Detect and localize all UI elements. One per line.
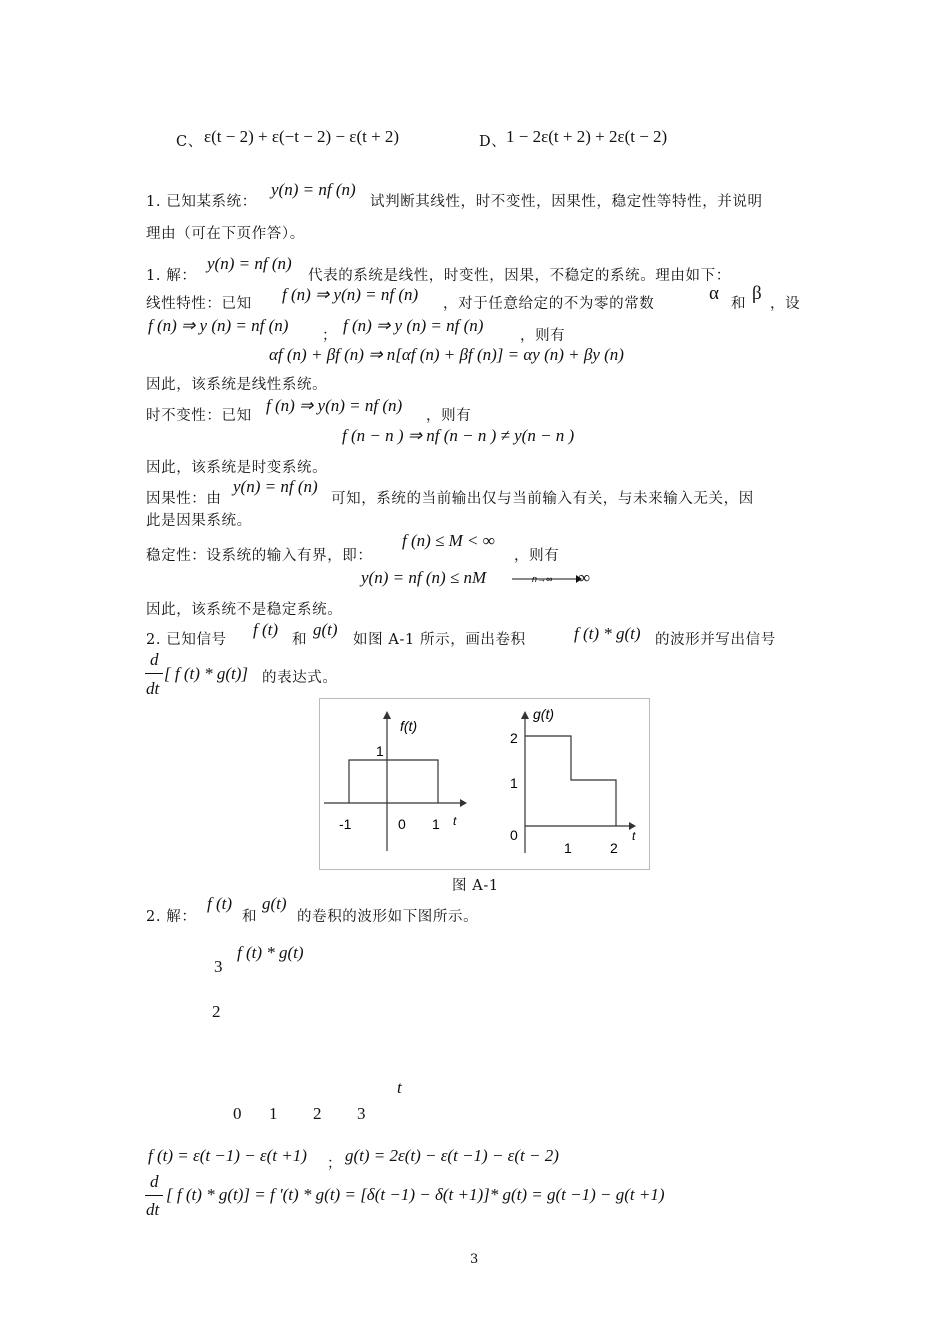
a2-semicolon: ；: [327, 1156, 343, 1172]
linearity-equation-2: f (n) ⇒ y (n) = nf (n): [148, 316, 289, 335]
option-d-expression: 1 − 2ε(t + 2) + 2ε(t − 2): [506, 127, 668, 146]
f-plot-zero: 0: [398, 816, 406, 832]
f-plot-one: 1: [376, 743, 384, 759]
linearity-label: 线性特性：已知: [146, 296, 252, 312]
a2-ft: f (t): [207, 894, 233, 913]
g-plot-x1: 1: [564, 840, 572, 856]
a1-head-equation: y(n) = nf (n): [207, 254, 292, 273]
stability-equation-2: y(n) = nf (n) ≤ nM: [361, 568, 487, 587]
linearity-equation-3: f (n) ⇒ y (n) = nf (n): [343, 316, 484, 335]
a1-head-text: 代表的系统是线性，时变性，因果，不稳定的系统。理由如下：: [308, 268, 731, 284]
then-word: ，则有: [520, 328, 566, 344]
a2-and: 和: [242, 909, 258, 925]
derivative-expression: [ f (t) * g(t)] = f '(t) * g(t) = [δ(t −1) − δ(t +1)]* g(t) = g(t −1) − g(t +1): [166, 1185, 665, 1204]
option-c-label: C、: [176, 134, 203, 150]
causality-text: 可知，系统的当前输出仅与当前输入有关，与未来输入无关，因: [331, 491, 754, 507]
q2-dt: dt: [146, 679, 160, 698]
q1-intro-c: 理由（可在下页作答）。: [146, 226, 305, 242]
conv-plot-x1: 1: [269, 1104, 278, 1123]
ft-expression: f (t) = ε(t −1) − ε(t +1): [148, 1146, 307, 1165]
g-plot-one: 1: [510, 775, 518, 791]
time-invariance-then: ，则有: [426, 408, 472, 424]
figure-a1-plots: [320, 699, 649, 869]
q2-convolution: f (t) * g(t): [574, 624, 641, 643]
q2-d: d: [150, 650, 159, 669]
semicolon: ；: [322, 328, 338, 344]
conv-plot-y3: 3: [214, 957, 223, 976]
linearity-conclusion: 因此，该系统是线性系统。: [146, 377, 328, 393]
g-plot-two: 2: [510, 730, 518, 746]
stability-then: ，则有: [514, 548, 560, 564]
g-plot-t: t: [632, 829, 636, 843]
conv-plot-x0: 0: [233, 1104, 242, 1123]
conv-plot-y2: 2: [212, 1002, 221, 1021]
linearity-text: ，对于任意给定的不为零的常数: [443, 296, 655, 312]
option-d-label: D、: [479, 134, 507, 150]
limit-arrow: [510, 568, 582, 588]
time-invariance-label: 时不变性：已知: [146, 408, 252, 424]
gt-expression: g(t) = 2ε(t) − ε(t −1) − ε(t − 2): [345, 1146, 559, 1165]
f-plot-neg1: -1: [339, 816, 352, 832]
and-word: 和: [731, 296, 747, 312]
f-plot-label: f(t): [400, 718, 418, 734]
limit-arrow-label: n→∞: [532, 574, 553, 584]
figure-a1: [319, 698, 650, 870]
f-plot-t: t: [453, 814, 457, 828]
conv-plot-x2: 2: [313, 1104, 322, 1123]
alpha-symbol: α: [709, 283, 719, 304]
linearity-equation: f (n) ⇒ y(n) = nf (n): [282, 285, 419, 304]
causality-equation: y(n) = nf (n): [233, 477, 318, 496]
q2-text-c: 的波形并写出信号: [655, 632, 776, 648]
causality-label: 因果性：由: [146, 491, 222, 507]
conv-plot-t: t: [397, 1078, 402, 1097]
beta-symbol: β: [752, 283, 762, 304]
stability-equation: f (n) ≤ M < ∞: [402, 531, 495, 550]
stability-label: 稳定性：设系统的输入有界，即：: [146, 548, 373, 564]
option-c-expression: ε(t − 2) + ε(−t − 2) − ε(t + 2): [204, 127, 400, 146]
time-invariance-conclusion: 因此，该系统是时变系统。: [146, 460, 328, 476]
g-plot-zero: 0: [510, 827, 518, 843]
infinity-symbol: ∞: [578, 568, 591, 587]
a1-head: 1. 解：: [146, 268, 197, 284]
q1-intro-b: 试判断其线性，时不变性，因果性，稳定性等特性，并说明: [370, 194, 763, 210]
a2-fraction-bar: [145, 1195, 163, 1196]
f-plot-pos1: 1: [432, 816, 440, 832]
page-number: 3: [470, 1252, 479, 1267]
q1-intro: 1. 已知某系统：: [146, 194, 257, 210]
q1-equation: y(n) = nf (n): [271, 180, 356, 199]
a2-gt: g(t): [262, 894, 287, 913]
q2-ft: f (t): [253, 620, 279, 639]
a2-dt: dt: [146, 1200, 160, 1219]
causality-text-2: 此是因果系统。: [146, 513, 252, 529]
a2-head: 2. 解：: [146, 909, 197, 925]
q2-intro: 2. 已知信号: [146, 632, 227, 648]
a2-text: 的卷积的波形如下图所示。: [297, 909, 479, 925]
conv-plot-label: f (t) * g(t): [237, 943, 304, 962]
time-invariance-equation: f (n) ⇒ y(n) = nf (n): [266, 396, 403, 415]
conv-plot-x3: 3: [357, 1104, 366, 1123]
q2-and: 和: [292, 632, 308, 648]
q2-text-e: 的表达式。: [262, 670, 338, 686]
q2-text-b: 如图 A-1 所示，画出卷积: [353, 632, 526, 648]
g-plot-x2: 2: [610, 840, 618, 856]
fraction-bar: [145, 673, 163, 674]
linearity-equation-4: αf (n) + βf (n) ⇒ n[αf (n) + βf (n)] = αy (n) + βy (n): [269, 345, 624, 364]
time-invariance-equation-2: f (n − n ) ⇒ nf (n − n ) ≠ y(n − n ): [342, 426, 575, 445]
stability-conclusion: 因此，该系统不是稳定系统。: [146, 602, 343, 618]
q2-gt: g(t): [313, 620, 338, 639]
g-plot-label: g(t): [533, 706, 554, 722]
q2-derivative: [ f (t) * g(t)]: [164, 664, 249, 683]
set-word: ，设: [770, 296, 801, 312]
figure-caption: 图 A-1: [452, 878, 499, 894]
a2-d: d: [150, 1172, 159, 1191]
